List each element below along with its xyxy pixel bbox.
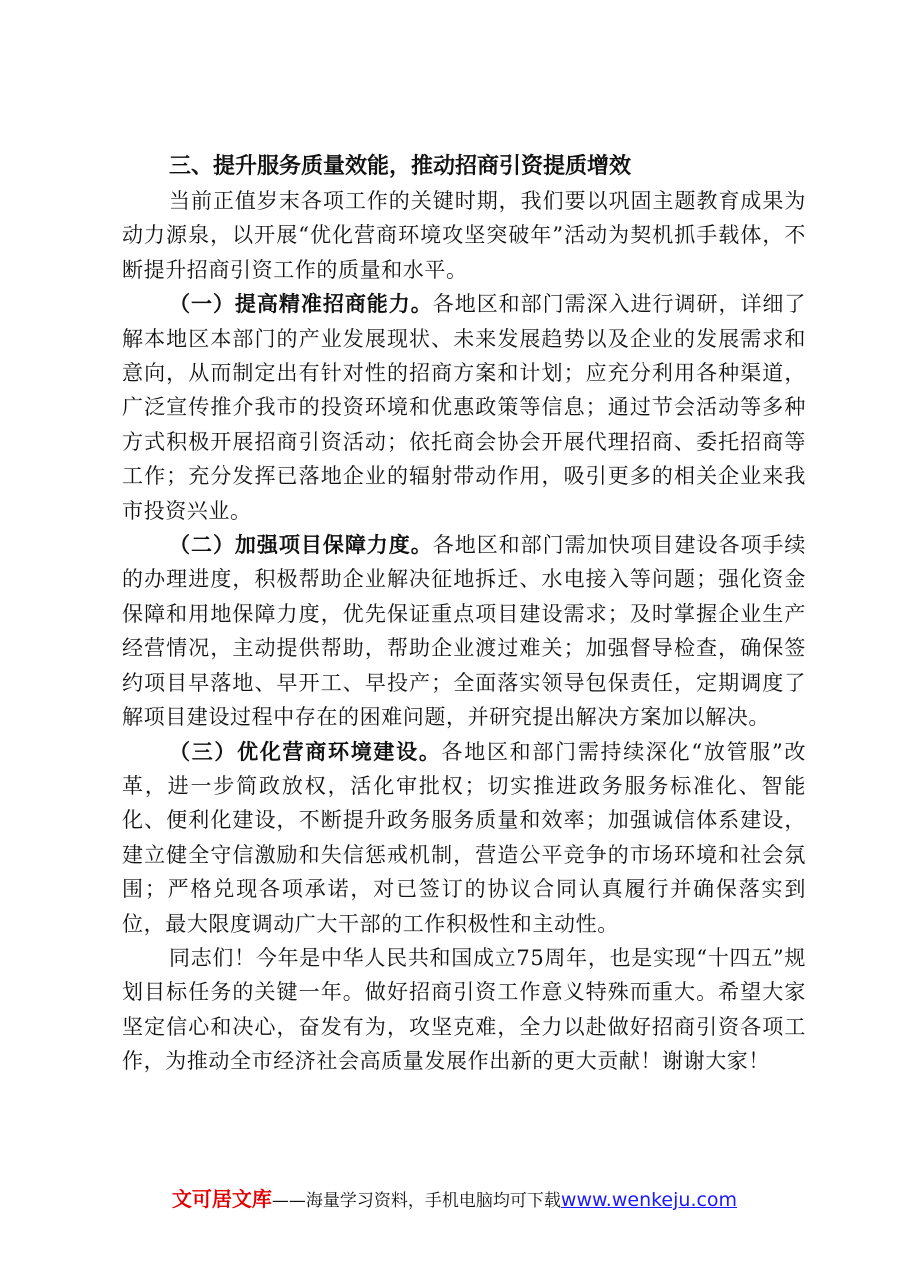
section-3-body: 各地区和部门需持续深化“放管服”改革，进一步简政放权，活化审批权；切实推进政务服务标准化、智能化、便利化建设，不断提升政务服务质量和效率；加强诚信体系建设，建立健全守信激励和失信惩戒机制，营造公平竞争的市场环境和社会氛围；严格兑现各项承诺，对已签订的协议合同认真履行并确保落实到位，最大限度调动广大干部的工作积极性和主动性。 (122, 739, 807, 936)
document-body (122, 150, 806, 1079)
section-1-lead: （一）提高精准招商能力。 (169, 291, 433, 317)
section-2-paragraph (122, 528, 806, 734)
footer-banner (0, 1183, 909, 1212)
section-1-paragraph (122, 287, 806, 528)
footer-brand: 文可居文库 (171, 1187, 272, 1211)
closing-paragraph: 同志们！今年是中华人民共和国成立75周年，也是实现“十四五”规划目标任务的关键一年。做好招商引资工作意义特殊而重大。希望大家坚定信心和决心，奋发有为，攻坚克难，全力以赴做好招商引资各项工作，为推动全市经济社会高质量发展作出新的更大贡献！谢谢大家！ (122, 945, 806, 1074)
section-3-paragraph (122, 735, 806, 941)
section-3-lead: （三）优化营商环境建设。 (169, 738, 442, 764)
section-2-body: 各地区和部门需加快项目建设各项手续的办理进度，积极帮助企业解决征地拆迁、水电接入等问题；强化资金保障和用地保障力度，优先保证重点项目建设需求；及时掌握企业生产经营情况，主动提供帮助，帮助企业渡过难关；加强督导检查，确保签约项目早落地、早开工、早投产；全面落实领导包保责任，定期调度了解项目建设过程中存在的困难问题，并研究提出解决方案加以解决。 (122, 533, 807, 730)
section-heading: 三、提升服务质量效能，推动招商引资提质增效 (169, 154, 632, 179)
footer-link[interactable]: www.wenkeju.com (560, 1189, 738, 1211)
footer-tagline: ——海量学习资料，手机电脑均可下载 (271, 1191, 561, 1211)
section-1-body: 各地区和部门需深入进行调研，详细了解本地区本部门的产业发展现状、未来发展趋势以及企业的发展需求和意向，从而制定出有针对性的招商方案和计划；应充分利用各种渠道，广泛宣传推介我市的投资环境和优惠政策等信息；通过节会活动等多种方式积极开展招商引资活动；依托商会协会开展代理招商、委托招商等工作；充分发挥已落地企业的辐射带动作用，吸引更多的相关企业来我市投资兴业。 (122, 292, 807, 523)
section-2-lead: （二）加强项目保障力度。 (169, 532, 433, 558)
intro-paragraph: 当前正值岁末各项工作的关键时期，我们要以巩固主题教育成果为动力源泉，以开展“优化营商环境攻坚突破年”活动为契机抓手载体，不断提升招商引资工作的质量和水平。 (122, 189, 806, 282)
